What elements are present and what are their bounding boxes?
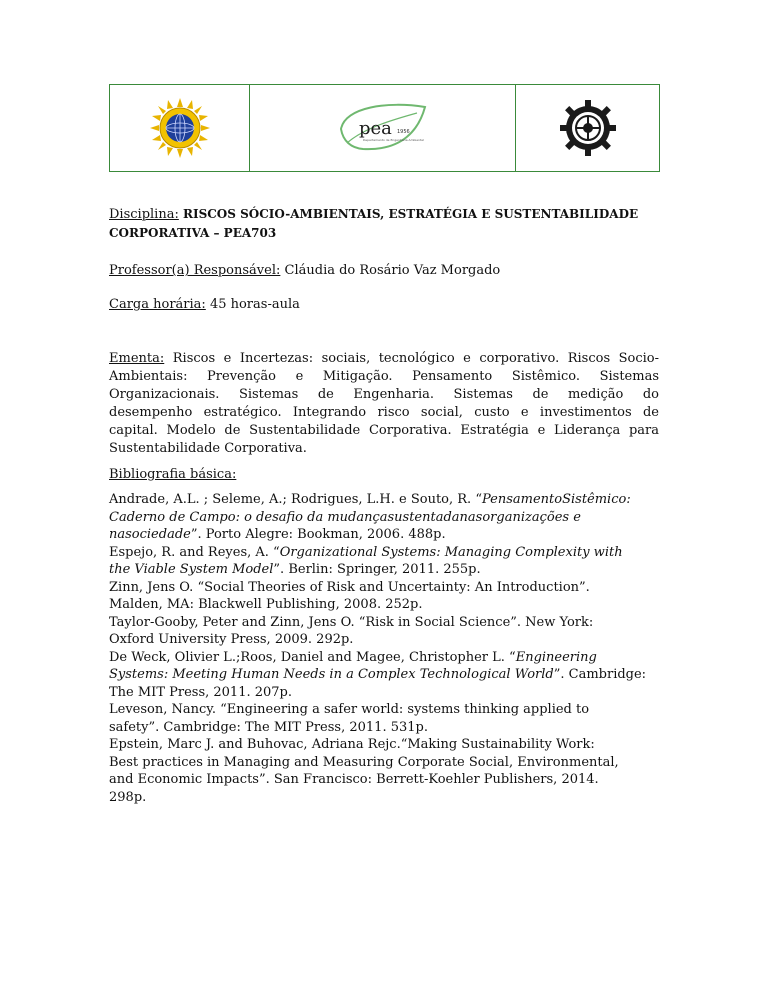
professor-label: Professor(a) Responsável: [109, 263, 281, 278]
biblio-text: Engineering [515, 649, 597, 665]
disciplina-line [109, 206, 638, 223]
ementa-line-3: Organizacionais. Sistemas de Engenharia. Sistemas de medição do [109, 387, 659, 402]
center-logo-cell [250, 85, 516, 171]
disciplina-label: Disciplina: [109, 207, 179, 222]
ementa-line-6: Sustentabilidade Corporativa. [109, 441, 307, 456]
biblio-text: Espejo, R. and Reyes, A. “ [109, 544, 280, 560]
biblio-text: the Viable System Model [109, 562, 274, 577]
bibliografia-label: Bibliografia básica: [109, 467, 237, 482]
bibliography-list [109, 491, 669, 806]
svg-text:1956: 1956 [396, 129, 410, 135]
svg-text:Departamento de Engenharia Amb: Departamento de Engenharia Ambiental [362, 138, 424, 142]
biblio-text: De Weck, Olivier L.;Roos, Daniel and Magee, Christopher L. “ [109, 649, 516, 665]
biblio-line [109, 649, 669, 667]
biblio-text: Organizational Systems: Managing Complexity with [279, 544, 623, 560]
biblio-line: and Economic Impacts”. San Francisco: Berrett-Koehler Publishers, 2014. [109, 772, 599, 787]
biblio-line [109, 544, 669, 562]
logo-header-table [109, 84, 660, 172]
ementa-line-5: capital. Modelo de Sustentabilidade Corporativa. Estratégia e Liderança para [109, 423, 659, 438]
biblio-line: Taylor-Gooby, Peter and Zinn, Jens O. “Risk in Social Science”. New York: [109, 614, 594, 630]
biblio-line: Leveson, Nancy. “Engineering a safer world: systems thinking applied to [109, 702, 590, 717]
pea-logo [333, 99, 433, 157]
biblio-line [109, 526, 669, 544]
ementa-line-1 [109, 350, 659, 367]
disciplina-title-cont: CORPORATIVA – PEA703 [109, 226, 277, 240]
biblio-line: Malden, MA: Blackwell Publishing, 2008. 252p. [109, 597, 423, 612]
biblio-line: Oxford University Press, 2009. 292p. [109, 632, 354, 647]
biblio-line [109, 491, 669, 509]
left-logo-cell [110, 85, 250, 171]
professor-line [109, 262, 500, 279]
biblio-line: 298p. [109, 789, 147, 805]
carga-label: Carga horária: [109, 297, 206, 312]
professor-value: Cláudia do Rosário Vaz Morgado [284, 263, 501, 278]
carga-line [109, 296, 300, 313]
biblio-text: PensamentoSistêmico: [481, 492, 631, 507]
carga-value: 45 horas-aula [209, 297, 300, 312]
ementa-label: Ementa: [109, 351, 165, 366]
ementa-line-4: desempenho estratégico. Integrando risco social, custo e investimentos de [109, 405, 659, 420]
biblio-text: ”. Porto Alegre: Bookman, 2006. 488p. [190, 527, 446, 542]
biblio-text: nasociedade [109, 527, 191, 542]
biblio-line [109, 561, 669, 579]
ementa-text-1: Riscos e Incertezas: sociais, tecnológico e corporativo. Riscos Socio- [172, 351, 659, 366]
biblio-text: ”. Berlin: Springer, 2011. 255p. [273, 562, 481, 577]
biblio-line: safety”. Cambridge: The MIT Press, 2011. 531p. [109, 719, 428, 735]
biblio-line: The MIT Press, 2011. 207p. [109, 684, 292, 700]
biblio-line: Zinn, Jens O. “Social Theories of Risk and Uncertainty: An Introduction”. [109, 579, 590, 595]
biblio-line: Epstein, Marc J. and Buhovac, Adriana Rejc.“Making Sustainability Work: [109, 737, 595, 752]
biblio-text: Systems: Meeting Human Needs in a Complex Technological World [109, 667, 554, 682]
biblio-line: Best practices in Managing and Measuring Corporate Social, Environmental, [109, 754, 619, 770]
svg-text:pea: pea [358, 118, 392, 139]
biblio-text: ”. Cambridge: [553, 667, 647, 682]
university-emblem-icon [149, 97, 211, 159]
disciplina-title: RISCOS SÓCIO-AMBIENTAIS, ESTRATÉGIA E SUSTENTABILIDADE [182, 207, 639, 221]
right-logo-cell [516, 85, 659, 171]
gear-seal-icon [559, 99, 617, 157]
biblio-text: Andrade, A.L. ; Seleme, A.; Rodrigues, L.H. e Souto, R. “ [109, 492, 482, 507]
ementa-line-2: Ambientais: Prevenção e Mitigação. Pensamento Sistêmico. Sistemas [109, 369, 659, 384]
biblio-line [109, 666, 669, 684]
biblio-line: Caderno de Campo: o desafio da mudançasustentadanasorganizações e [109, 509, 581, 525]
